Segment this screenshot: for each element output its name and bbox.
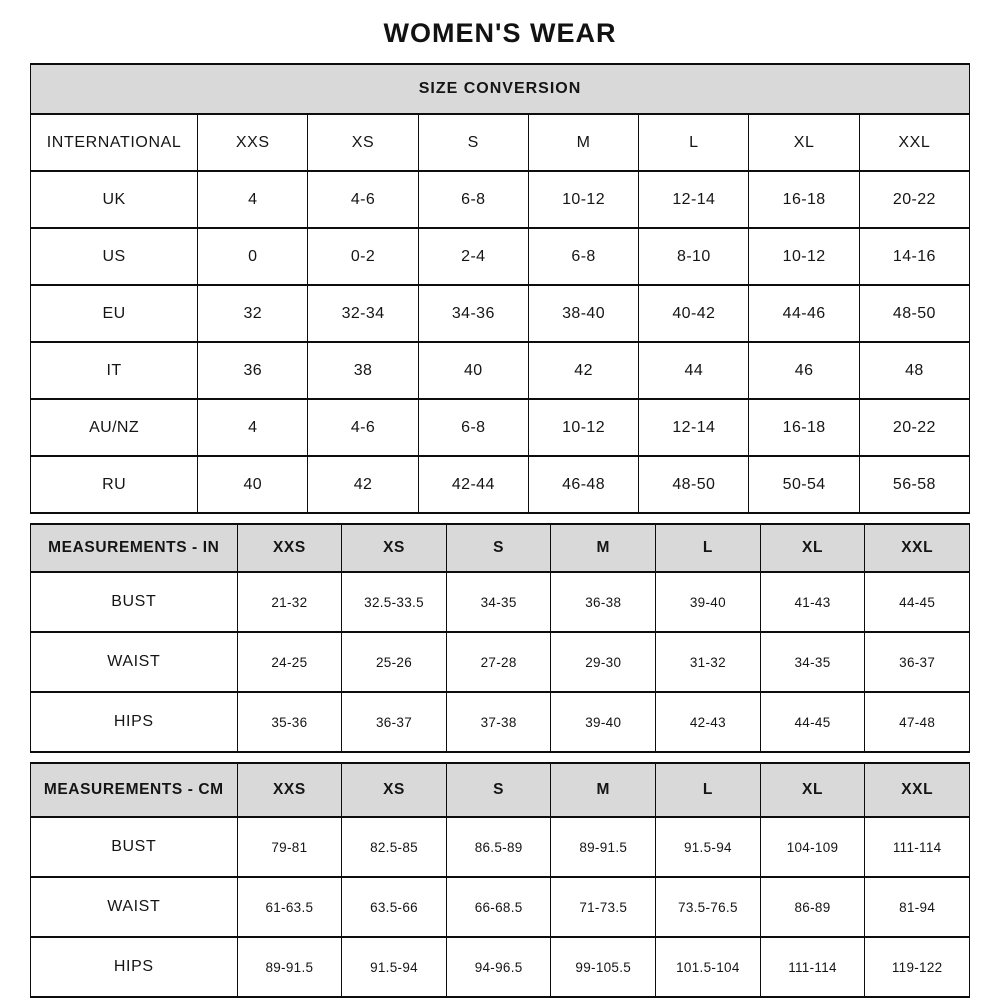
table-cell: 25-26 bbox=[342, 632, 447, 692]
table-cell: 40 bbox=[198, 456, 308, 513]
table-cell: 81-94 bbox=[865, 877, 970, 937]
table-row bbox=[31, 632, 970, 692]
table-cell: 48-50 bbox=[639, 456, 749, 513]
column-header: XXS bbox=[237, 524, 342, 572]
table-cell: 39-40 bbox=[551, 692, 656, 752]
table-cell: 111-114 bbox=[760, 937, 865, 997]
column-header: XXL bbox=[865, 524, 970, 572]
table-cell: 4 bbox=[198, 171, 308, 228]
table-cell: 21-32 bbox=[237, 572, 342, 632]
table-cell: 104-109 bbox=[760, 817, 865, 877]
table-cell: 91.5-94 bbox=[342, 937, 447, 997]
row-label: BUST bbox=[31, 572, 238, 632]
measurements-in-header: MEASUREMENTS - IN bbox=[31, 524, 238, 572]
table-row bbox=[31, 817, 970, 877]
table-row bbox=[31, 524, 970, 572]
column-header: S bbox=[446, 763, 551, 817]
table-cell: 89-91.5 bbox=[551, 817, 656, 877]
table-row bbox=[31, 572, 970, 632]
table-cell: 10-12 bbox=[528, 399, 638, 456]
table-cell: 34-35 bbox=[446, 572, 551, 632]
table-row bbox=[31, 877, 970, 937]
row-label: BUST bbox=[31, 817, 238, 877]
table-cell: 71-73.5 bbox=[551, 877, 656, 937]
column-header: XL bbox=[760, 763, 865, 817]
table-cell: 42-43 bbox=[656, 692, 761, 752]
table-row bbox=[31, 692, 970, 752]
table-cell: 79-81 bbox=[237, 817, 342, 877]
table-cell: 32.5-33.5 bbox=[342, 572, 447, 632]
table-row bbox=[31, 64, 970, 114]
table-cell: 42-44 bbox=[418, 456, 528, 513]
column-header: XXL bbox=[865, 763, 970, 817]
column-header: L bbox=[656, 524, 761, 572]
table-cell: 38-40 bbox=[528, 285, 638, 342]
table-cell: 73.5-76.5 bbox=[656, 877, 761, 937]
row-label: HIPS bbox=[31, 937, 238, 997]
size-conversion-table bbox=[30, 63, 970, 514]
table-row bbox=[31, 937, 970, 997]
table-cell: 39-40 bbox=[656, 572, 761, 632]
table-row bbox=[31, 285, 970, 342]
table-cell: 99-105.5 bbox=[551, 937, 656, 997]
column-header: XXL bbox=[859, 114, 969, 171]
table-cell: 20-22 bbox=[859, 171, 969, 228]
column-header: XS bbox=[342, 524, 447, 572]
table-cell: 40 bbox=[418, 342, 528, 399]
table-cell: 8-10 bbox=[639, 228, 749, 285]
table-cell: 4-6 bbox=[308, 399, 418, 456]
row-label: WAIST bbox=[31, 877, 238, 937]
table-cell: 20-22 bbox=[859, 399, 969, 456]
page-title: WOMEN'S WEAR bbox=[383, 18, 617, 48]
table-cell: 29-30 bbox=[551, 632, 656, 692]
table-cell: 63.5-66 bbox=[342, 877, 447, 937]
table-cell: 82.5-85 bbox=[342, 817, 447, 877]
table-cell: 24-25 bbox=[237, 632, 342, 692]
column-header: S bbox=[446, 524, 551, 572]
table-cell: 36-37 bbox=[865, 632, 970, 692]
row-label: WAIST bbox=[31, 632, 238, 692]
table-cell: 32-34 bbox=[308, 285, 418, 342]
column-header: XS bbox=[342, 763, 447, 817]
table-cell: 48-50 bbox=[859, 285, 969, 342]
table-cell: 6-8 bbox=[418, 399, 528, 456]
column-header: M bbox=[551, 763, 656, 817]
table-cell: 2-4 bbox=[418, 228, 528, 285]
table-cell: 10-12 bbox=[528, 171, 638, 228]
table-cell: 16-18 bbox=[749, 171, 859, 228]
row-label: UK bbox=[31, 171, 198, 228]
table-cell: 44 bbox=[639, 342, 749, 399]
column-header: XL bbox=[760, 524, 865, 572]
table-row bbox=[31, 228, 970, 285]
table-cell: 101.5-104 bbox=[656, 937, 761, 997]
table-cell: 91.5-94 bbox=[656, 817, 761, 877]
table-cell: 36-38 bbox=[551, 572, 656, 632]
table-cell: 94-96.5 bbox=[446, 937, 551, 997]
table-cell: 41-43 bbox=[760, 572, 865, 632]
table-cell: 37-38 bbox=[446, 692, 551, 752]
measurements-cm-header: MEASUREMENTS - CM bbox=[31, 763, 238, 817]
column-header: M bbox=[551, 524, 656, 572]
table-cell: 16-18 bbox=[749, 399, 859, 456]
table-row bbox=[31, 342, 970, 399]
table-cell: 56-58 bbox=[859, 456, 969, 513]
table-cell: 36 bbox=[198, 342, 308, 399]
table-cell: 42 bbox=[528, 342, 638, 399]
table-cell: 34-35 bbox=[760, 632, 865, 692]
table-cell: 48 bbox=[859, 342, 969, 399]
table-row bbox=[31, 763, 970, 817]
table-cell: 46-48 bbox=[528, 456, 638, 513]
table-cell: 86.5-89 bbox=[446, 817, 551, 877]
row-label: AU/NZ bbox=[31, 399, 198, 456]
table-cell: 44-45 bbox=[760, 692, 865, 752]
table-row bbox=[31, 456, 970, 513]
column-header: XXS bbox=[237, 763, 342, 817]
column-header: S bbox=[418, 114, 528, 171]
table-cell: 50-54 bbox=[749, 456, 859, 513]
column-header: M bbox=[528, 114, 638, 171]
table-cell: 4-6 bbox=[308, 171, 418, 228]
table-row bbox=[31, 171, 970, 228]
table-cell: 46 bbox=[749, 342, 859, 399]
table-cell: 10-12 bbox=[749, 228, 859, 285]
table-cell: 36-37 bbox=[342, 692, 447, 752]
row-label: US bbox=[31, 228, 198, 285]
column-header: XXS bbox=[198, 114, 308, 171]
table-cell: 119-122 bbox=[865, 937, 970, 997]
column-header: L bbox=[656, 763, 761, 817]
table-cell: 89-91.5 bbox=[237, 937, 342, 997]
row-label: EU bbox=[31, 285, 198, 342]
measurements-in-table bbox=[30, 523, 970, 753]
table-cell: 38 bbox=[308, 342, 418, 399]
table-cell: 86-89 bbox=[760, 877, 865, 937]
table-cell: 31-32 bbox=[656, 632, 761, 692]
table-cell: 6-8 bbox=[418, 171, 528, 228]
table-cell: 44-45 bbox=[865, 572, 970, 632]
table-cell: 44-46 bbox=[749, 285, 859, 342]
table-cell: 32 bbox=[198, 285, 308, 342]
table-cell: 111-114 bbox=[865, 817, 970, 877]
table-cell: 12-14 bbox=[639, 171, 749, 228]
table-cell: 27-28 bbox=[446, 632, 551, 692]
table-cell: 4 bbox=[198, 399, 308, 456]
table-cell: 35-36 bbox=[237, 692, 342, 752]
column-header: XS bbox=[308, 114, 418, 171]
column-header: INTERNATIONAL bbox=[31, 114, 198, 171]
table-row bbox=[31, 114, 970, 171]
size-conversion-header: SIZE CONVERSION bbox=[31, 64, 970, 114]
table-row bbox=[31, 399, 970, 456]
table-cell: 66-68.5 bbox=[446, 877, 551, 937]
row-label: IT bbox=[31, 342, 198, 399]
table-cell: 6-8 bbox=[528, 228, 638, 285]
table-cell: 0 bbox=[198, 228, 308, 285]
column-header: XL bbox=[749, 114, 859, 171]
table-cell: 40-42 bbox=[639, 285, 749, 342]
row-label: RU bbox=[31, 456, 198, 513]
table-cell: 61-63.5 bbox=[237, 877, 342, 937]
table-cell: 12-14 bbox=[639, 399, 749, 456]
table-cell: 0-2 bbox=[308, 228, 418, 285]
measurements-cm-table bbox=[30, 762, 970, 998]
table-cell: 34-36 bbox=[418, 285, 528, 342]
table-cell: 14-16 bbox=[859, 228, 969, 285]
column-header: L bbox=[639, 114, 749, 171]
row-label: HIPS bbox=[31, 692, 238, 752]
table-cell: 47-48 bbox=[865, 692, 970, 752]
table-cell: 42 bbox=[308, 456, 418, 513]
